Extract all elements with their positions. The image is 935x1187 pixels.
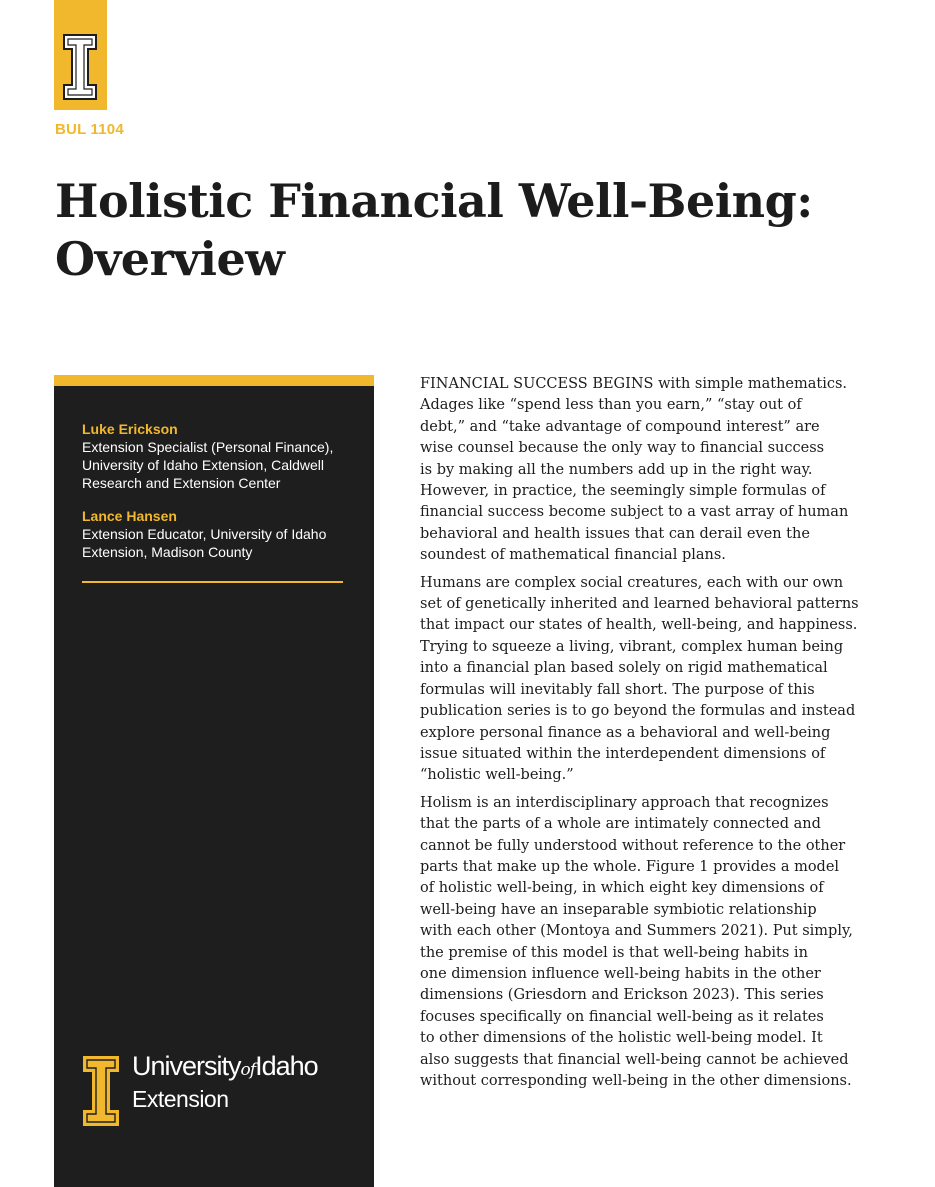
text-line: wise counsel because the only way to financial success xyxy=(420,440,825,457)
text-line: parts that make up the whole. Figure 1 provides a model xyxy=(420,858,840,875)
text-line: to other dimensions of the holistic well-being model. It xyxy=(420,1030,823,1047)
text-line: into a financial plan based solely on rigid mathematical xyxy=(420,660,828,677)
text-line: one dimension influence well-being habits in the other xyxy=(420,965,821,982)
text-line: well-being have an inseparable symbiotic relationship xyxy=(420,901,817,918)
logo-wordmark xyxy=(132,1049,318,1111)
logo-extension: Extension xyxy=(132,1086,229,1112)
author-block xyxy=(82,507,362,561)
university-logo xyxy=(82,1051,362,1130)
header-tab xyxy=(54,0,107,110)
paragraph xyxy=(420,573,859,787)
author-role xyxy=(82,438,362,492)
bulletin-number: BUL 1104 xyxy=(55,121,124,138)
title-line: Holistic Financial Well-Being: xyxy=(55,174,813,228)
text-line: of holistic well-being, in which eight key dimensions of xyxy=(420,880,824,897)
text-line: dimensions (Griesdorn and Erickson 2023). This series xyxy=(420,987,824,1004)
author-block xyxy=(82,420,362,492)
title-line: Overview xyxy=(55,232,285,286)
paragraph xyxy=(420,793,853,1093)
author-role xyxy=(82,525,362,561)
author-role-line: Research and Extension Center xyxy=(82,475,281,491)
author-role-line: University of Idaho Extension, Caldwell xyxy=(82,457,325,473)
text-line: cannot be fully understood without reference to the other xyxy=(420,837,846,854)
text-line: that impact our states of health, well-being, and happiness. xyxy=(420,617,858,634)
text-line: with each other (Montoya and Summers 2021). Put simply, xyxy=(420,923,853,940)
text-line: the premise of this model is that well-being habits in xyxy=(420,944,808,961)
logo-university: University xyxy=(132,1051,241,1081)
body-text xyxy=(420,374,859,1098)
text-line: Trying to squeeze a living, vibrant, complex human being xyxy=(420,638,844,655)
logo-of: of xyxy=(240,1060,256,1080)
author-role-line: Extension Educator, University of Idaho xyxy=(82,526,327,542)
text-line: set of genetically inherited and learned behavioral patterns xyxy=(420,596,859,613)
sidebar-divider xyxy=(82,581,343,583)
text-line: that the parts of a whole are intimately connected and xyxy=(420,816,821,833)
page-title xyxy=(55,172,895,288)
text-line: Humans are complex social creatures, each with our own xyxy=(420,574,844,591)
author-role-line: Extension, Madison County xyxy=(82,544,253,560)
text-line: debt,” and “take advantage of compound interest” are xyxy=(420,418,820,435)
text-line: publication series is to go beyond the formulas and instead xyxy=(420,703,856,720)
text-line: issue situated within the interdependent dimensions of xyxy=(420,745,826,762)
text-line: Holism is an interdisciplinary approach that recognizes xyxy=(420,794,829,811)
text-line: “holistic well-being.” xyxy=(420,767,574,784)
text-line: explore personal finance as a behavioral and well-being xyxy=(420,724,831,741)
university-i-icon xyxy=(62,33,98,101)
text-line: is by making all the numbers add up in the right way. xyxy=(420,461,813,478)
author-name: Luke Erickson xyxy=(82,421,178,437)
text-line: focuses specifically on financial well-being as it relates xyxy=(420,1008,824,1025)
author-sidebar xyxy=(54,375,374,1187)
sidebar-accent-bar xyxy=(54,375,374,386)
text-line: However, in practice, the seemingly simple formulas of xyxy=(420,483,826,500)
text-line: soundest of mathematical financial plans. xyxy=(420,547,726,564)
author-role-line: Extension Specialist (Personal Finance), xyxy=(82,439,334,455)
text-line: formulas will inevitably fall short. The purpose of this xyxy=(420,681,815,698)
author-name: Lance Hansen xyxy=(82,508,177,524)
paragraph xyxy=(420,374,850,567)
university-i-icon xyxy=(82,1055,120,1127)
logo-idaho: Idaho xyxy=(255,1051,318,1081)
text-line: also suggests that financial well-being cannot be achieved xyxy=(420,1051,849,1068)
text-line: financial success become subject to a vast array of human xyxy=(420,504,849,521)
text-line: behavioral and health issues that can derail even the xyxy=(420,525,810,542)
text-line: Adages like “spend less than you earn,” “stay out of xyxy=(420,397,802,414)
text-line: without corresponding well-being in the other dimensions. xyxy=(420,1073,852,1089)
text-line: FINANCIAL SUCCESS BEGINS with simple mathematics. xyxy=(420,376,848,392)
